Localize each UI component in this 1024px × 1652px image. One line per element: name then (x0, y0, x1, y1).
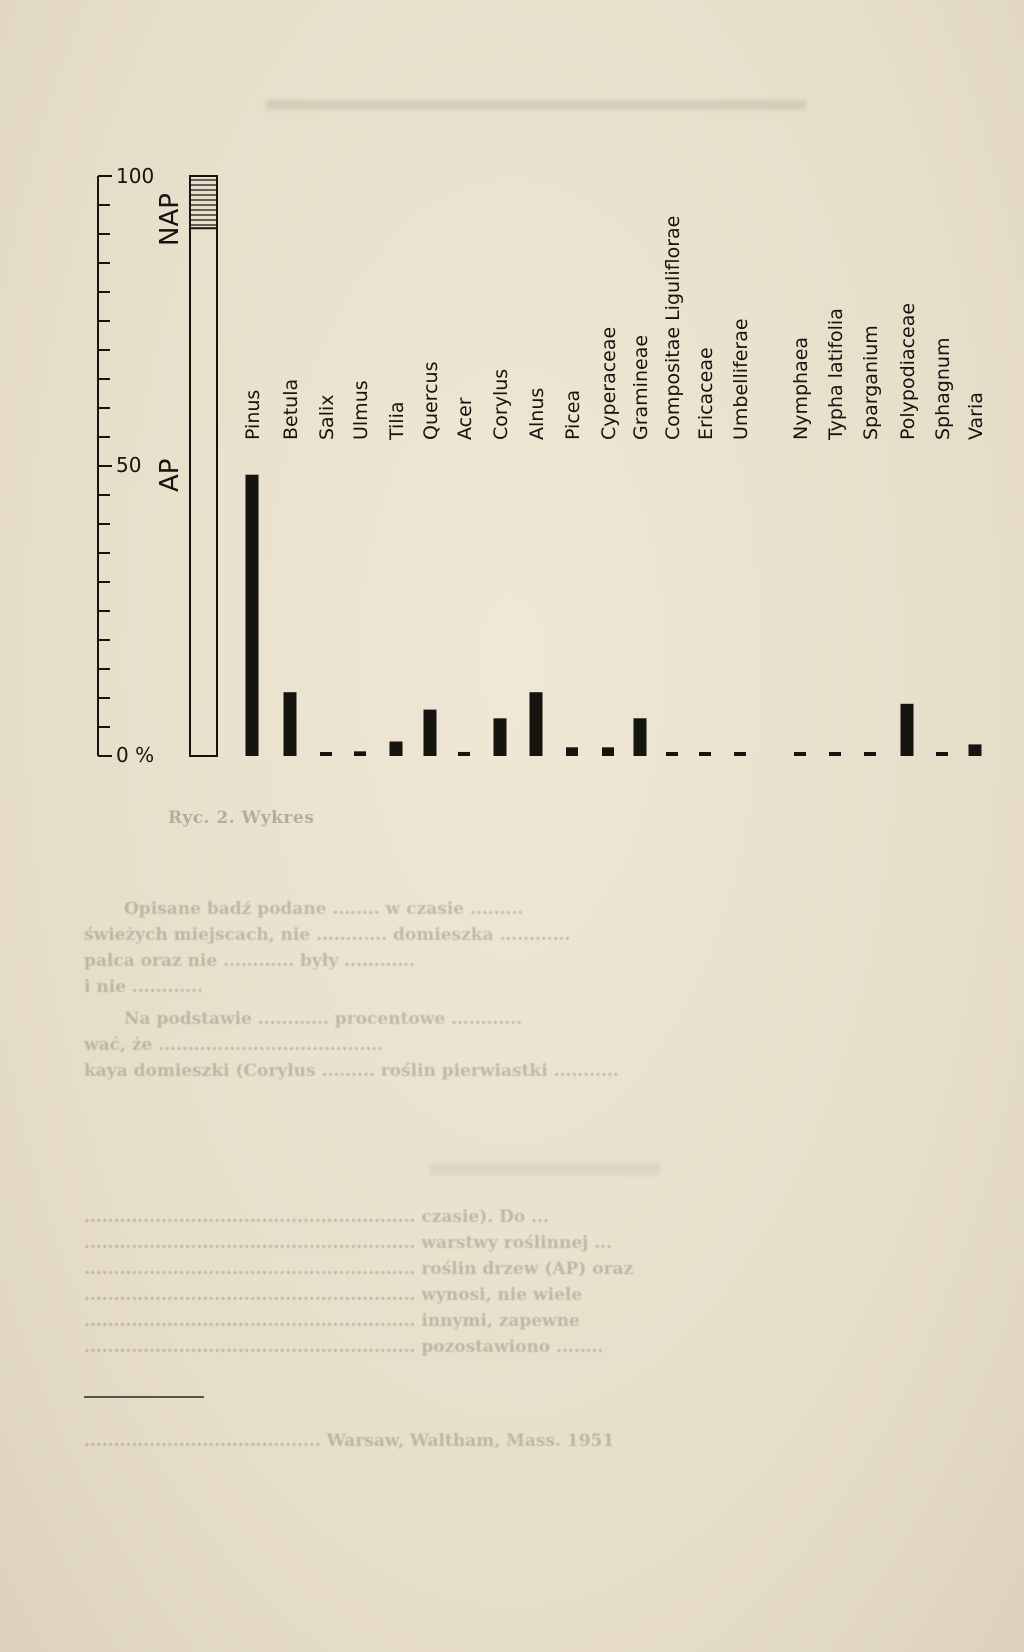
y-label-50: 50 (116, 453, 142, 477)
taxon-label: Polypodiaceae (897, 302, 919, 440)
taxon-label: Sphagnum (932, 337, 954, 440)
taxon-label: Quercus (420, 361, 442, 440)
taxon-label: Ulmus (350, 380, 372, 440)
paragraph-line: Na podstawie ............ procentowe ............ (124, 1009, 523, 1029)
ap-nap-outline (190, 176, 217, 756)
pollen-bar (458, 752, 470, 756)
pollen-bar (969, 744, 982, 756)
paragraph-line: kaya domieszki (Corylus ......... roślin pierwiastki ........... (84, 1061, 619, 1081)
paragraph-3 (84, 1204, 984, 1360)
pollen-bar (699, 752, 711, 756)
paragraph-line: ........................................................ pozostawiono ........ (84, 1337, 604, 1357)
pollen-bar (829, 752, 841, 756)
y-label-100: 100 (116, 164, 155, 188)
pollen-bar (390, 742, 403, 757)
pollen-bar (666, 752, 678, 756)
paragraph-1 (84, 896, 984, 1000)
paragraph-line: ........................................................ innymi, zapewne (84, 1311, 580, 1331)
ap-nap-column (155, 176, 217, 756)
pollen-bar (734, 752, 746, 756)
paragraph-2 (84, 1006, 984, 1084)
taxon-label: Sparganium (860, 325, 882, 440)
footnote-line: ........................................ Warsaw, Waltham, Mass. 1951 (84, 1431, 615, 1451)
taxon-label: Nymphaea (790, 336, 812, 440)
pollen-bar (566, 747, 578, 756)
pollen-bar (494, 718, 507, 756)
pollen-bar (794, 752, 806, 756)
taxon-label: Picea (562, 389, 584, 440)
paragraph-line: i nie ............ (84, 977, 203, 997)
pollen-bar (634, 718, 647, 756)
taxon-label: Tilia (386, 401, 408, 440)
faint-section-heading (430, 1163, 660, 1175)
paragraph-line: ........................................................ roślin drzew (AP) oraz (84, 1259, 634, 1279)
pollen-bar (936, 752, 948, 756)
taxon-label: Pinus (242, 389, 264, 440)
ap-label: AP (155, 458, 185, 492)
pollen-bar (320, 752, 332, 756)
paragraph-line: świeżych miejscach, nie ............ domieszka ............ (84, 925, 571, 945)
taxon-label: Umbelliferae (730, 318, 752, 440)
footnote-rule (84, 1396, 204, 1398)
taxon-label: Compositae Liguliflorae (662, 215, 684, 440)
paragraph-line: palca oraz nie ............ były ............ (84, 951, 416, 971)
pollen-bar (284, 692, 297, 756)
taxon-label: Corylus (490, 368, 512, 440)
pollen-bar (602, 747, 614, 756)
pollen-bar (246, 475, 259, 756)
paragraph-line: wać, że ...................................... (84, 1035, 384, 1055)
pollen-bar (354, 751, 366, 756)
pollen-diagram (0, 0, 1024, 800)
taxon-label: Ericaceae (695, 347, 717, 440)
taxon-label: Betula (280, 378, 302, 440)
y-axis (98, 164, 154, 767)
nap-label: NAP (155, 193, 185, 246)
taxon-label: Varia (965, 392, 987, 440)
footnote (84, 1428, 984, 1454)
taxon-label: Gramineae (630, 334, 652, 440)
paragraph-line: ........................................................ warstwy roślinnej ... (84, 1233, 612, 1253)
pollen-bar (424, 710, 437, 756)
taxon-label: Typha latifolia (825, 308, 847, 440)
figure-caption: Ryc. 2. Wykres (168, 808, 315, 828)
taxon-label: Alnus (526, 387, 548, 440)
taxon-labels (242, 216, 987, 441)
pollen-bar (530, 692, 543, 756)
pollen-bars (246, 475, 982, 756)
paragraph-line: Opisane badź podane ........ w czasie ......... (124, 899, 524, 919)
taxon-label: Acer (454, 397, 476, 440)
taxon-label: Cyperaceae (598, 326, 620, 440)
pollen-bar (864, 752, 876, 756)
pollen-bar (901, 704, 914, 756)
paragraph-line: ........................................................ czasie). Do ... (84, 1207, 549, 1227)
paragraph-line: ........................................................ wynosi, nie wiele (84, 1285, 583, 1305)
y-label-0: 0 % (116, 743, 155, 767)
taxon-label: Salix (316, 394, 338, 440)
